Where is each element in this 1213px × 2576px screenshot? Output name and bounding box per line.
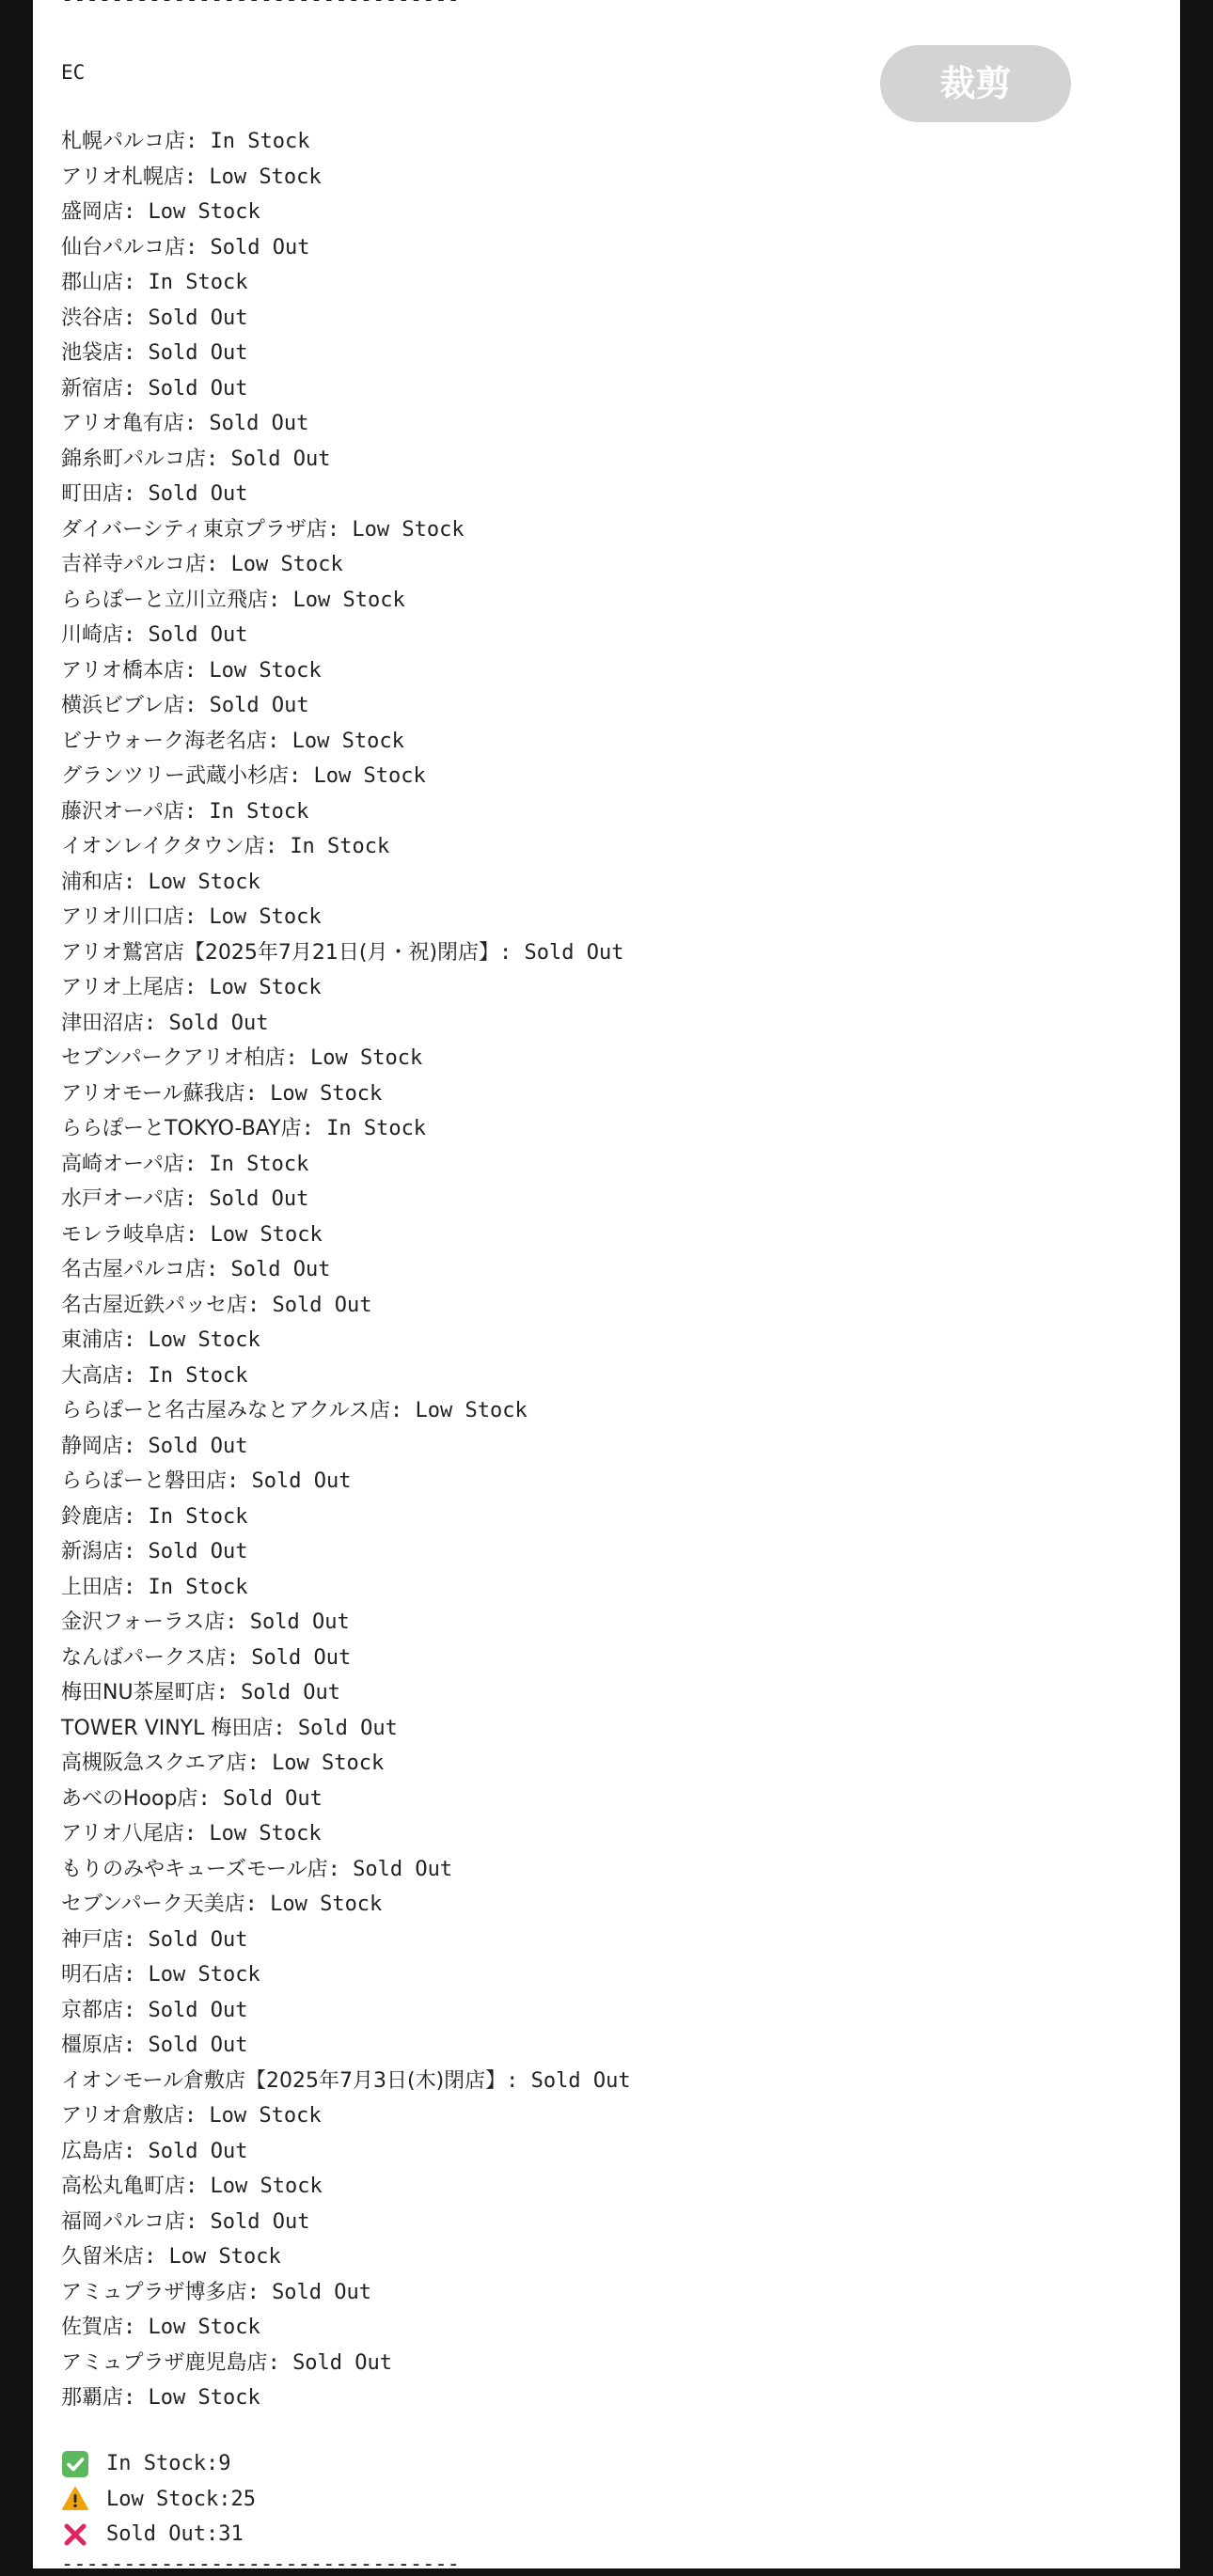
store-name: 川崎店 bbox=[61, 623, 124, 647]
stock-status: Sold Out bbox=[297, 1716, 398, 1740]
store-separator: : bbox=[123, 623, 149, 647]
stock-status: Sold Out bbox=[209, 694, 309, 717]
store-separator: : bbox=[123, 2386, 149, 2410]
stock-status: Low Stock bbox=[148, 2386, 260, 2410]
store-name: 渋谷店 bbox=[61, 306, 124, 330]
stock-status: In Stock bbox=[148, 1363, 248, 1388]
stock-status: Sold Out bbox=[148, 2034, 248, 2057]
store-separator: : bbox=[123, 376, 149, 401]
stock-status: In Stock bbox=[209, 1152, 309, 1176]
store-name: アリオ亀有店 bbox=[61, 412, 184, 435]
stock-status: Sold Out bbox=[148, 1540, 248, 1563]
store-row bbox=[61, 1251, 1152, 1287]
store-separator: : bbox=[267, 2350, 293, 2375]
store-name: 明石店 bbox=[61, 1963, 124, 1987]
summary-separator: : bbox=[205, 2452, 219, 2475]
stock-status: Sold Out bbox=[272, 1293, 372, 1317]
store-separator: : bbox=[184, 694, 210, 717]
store-row bbox=[61, 123, 1152, 159]
store-row bbox=[61, 2027, 1152, 2063]
stock-status: Sold Out bbox=[353, 1857, 453, 1881]
store-row bbox=[61, 1076, 1152, 1111]
stock-status: Low Stock bbox=[209, 165, 322, 189]
store-separator: : bbox=[123, 1434, 149, 1458]
store-row bbox=[61, 899, 1152, 935]
store-separator: : bbox=[246, 2280, 273, 2304]
summary-row bbox=[61, 2446, 719, 2482]
store-separator: : bbox=[244, 1893, 271, 1916]
store-name: 久留米店 bbox=[61, 2245, 145, 2269]
store-row bbox=[61, 723, 1152, 759]
store-name: 郡山店 bbox=[61, 271, 124, 294]
store-separator: : bbox=[123, 2139, 149, 2163]
summary-row bbox=[61, 2517, 719, 2552]
store-row bbox=[61, 1992, 1152, 2028]
store-name: アリオ川口店 bbox=[61, 905, 184, 929]
store-name: 神戸店 bbox=[61, 1927, 124, 1952]
store-name: イオンレイクタウン店 bbox=[61, 835, 265, 858]
store-name: あべのHoop店 bbox=[61, 1786, 198, 1811]
check-mark-icon bbox=[61, 2450, 89, 2478]
store-name: 藤沢オーパ店 bbox=[61, 799, 184, 824]
top-divider bbox=[61, 0, 460, 11]
store-separator: : bbox=[183, 658, 210, 683]
store-name: 吉祥寺パルコ店 bbox=[61, 553, 207, 576]
store-row bbox=[61, 335, 1152, 370]
bottom-divider: -------------------------------- bbox=[61, 2552, 460, 2576]
stock-status: Low Stock bbox=[209, 905, 322, 929]
store-name: 名古屋近鉄パッセ店 bbox=[61, 1293, 248, 1317]
store-separator: : bbox=[227, 1469, 252, 1493]
store-name: TOWER VINYL 梅田店 bbox=[61, 1716, 274, 1740]
summary-separator: : bbox=[205, 2522, 219, 2546]
store-separator: : bbox=[301, 1117, 327, 1140]
stock-status: Sold Out bbox=[241, 1681, 341, 1704]
store-row bbox=[61, 1710, 1152, 1746]
stock-status: In Stock bbox=[209, 799, 309, 824]
stock-status: Low Stock bbox=[270, 1893, 383, 1916]
store-separator: : bbox=[144, 2245, 169, 2269]
message-page bbox=[33, 0, 1180, 2576]
store-row bbox=[61, 2097, 1152, 2133]
stock-status: Low Stock bbox=[313, 764, 426, 788]
store-row bbox=[61, 1745, 1152, 1781]
store-separator: : bbox=[123, 1575, 149, 1599]
store-name: アミュプラザ鹿児島店 bbox=[61, 2350, 268, 2375]
stock-status: In Stock bbox=[326, 1117, 427, 1140]
header-label: EC bbox=[61, 61, 86, 84]
store-row bbox=[61, 687, 1152, 723]
store-row bbox=[61, 935, 1152, 970]
store-row bbox=[61, 793, 1152, 829]
store-row bbox=[61, 2133, 1152, 2169]
stock-status: Sold Out bbox=[148, 2139, 248, 2163]
stock-status: Sold Out bbox=[148, 376, 248, 401]
store-row bbox=[61, 1569, 1152, 1605]
stock-status: Sold Out bbox=[272, 2280, 372, 2304]
stock-status: Low Stock bbox=[168, 2245, 281, 2269]
store-row bbox=[61, 2309, 1152, 2345]
store-name: 町田店 bbox=[61, 482, 124, 506]
stock-status: Low Stock bbox=[210, 1222, 323, 1247]
store-name: 佐賀店 bbox=[61, 2316, 124, 2339]
store-separator: : bbox=[123, 341, 149, 365]
store-row bbox=[61, 2063, 1152, 2098]
store-separator: : bbox=[285, 1046, 310, 1070]
stock-status: Sold Out bbox=[148, 1998, 248, 2022]
store-separator: : bbox=[183, 1152, 210, 1176]
store-name: 新宿店 bbox=[61, 376, 124, 401]
store-row bbox=[61, 828, 1152, 864]
store-name: 高崎オーパ店 bbox=[61, 1152, 184, 1176]
store-separator: : bbox=[273, 1716, 298, 1740]
store-name: アリオモール蘇我店 bbox=[61, 1081, 245, 1106]
stock-status: Low Stock bbox=[148, 870, 260, 894]
store-name: ららぽーとTOKYO-BAY店 bbox=[61, 1117, 302, 1140]
store-row bbox=[61, 1392, 1152, 1428]
store-row bbox=[61, 1922, 1152, 1957]
store-row bbox=[61, 229, 1152, 265]
store-row bbox=[61, 476, 1152, 511]
store-separator: : bbox=[123, 2316, 149, 2339]
store-separator: : bbox=[246, 1751, 273, 1775]
store-row bbox=[61, 1886, 1152, 1922]
store-separator: : bbox=[123, 1540, 149, 1563]
store-name: 錦糸町パルコ店 bbox=[61, 447, 207, 471]
store-name: 水戸オーパ店 bbox=[61, 1187, 184, 1211]
store-row bbox=[61, 582, 1152, 618]
stock-status: Low Stock bbox=[309, 1046, 423, 1070]
store-name: 京都店 bbox=[61, 1998, 124, 2022]
store-separator: : bbox=[123, 306, 149, 330]
stock-status: Low Stock bbox=[209, 2104, 322, 2128]
store-separator: : bbox=[268, 588, 293, 612]
store-name: 高松丸亀町店 bbox=[61, 2175, 186, 2198]
store-name: ビナウォーク海老名店 bbox=[61, 729, 268, 753]
store-separator: : bbox=[183, 1822, 210, 1846]
store-separator: : bbox=[289, 764, 314, 788]
store-name: アリオ八尾店 bbox=[61, 1822, 184, 1846]
store-name: 仙台パルコ店 bbox=[61, 235, 186, 259]
store-name: アミュプラザ博多店 bbox=[61, 2280, 247, 2304]
store-name: 札幌パルコ店 bbox=[61, 130, 186, 153]
summary-label: Sold Out bbox=[106, 2522, 206, 2546]
store-name: アリオ札幌店 bbox=[61, 165, 184, 189]
store-separator: : bbox=[183, 412, 210, 435]
stock-status: Low Stock bbox=[148, 200, 260, 224]
stock-status: Low Stock bbox=[415, 1399, 528, 1422]
store-row bbox=[61, 1674, 1152, 1710]
store-row bbox=[61, 617, 1152, 652]
store-separator: : bbox=[123, 1927, 149, 1952]
stock-status: Sold Out bbox=[251, 1645, 352, 1670]
store-name: もりのみやキューズモール店 bbox=[61, 1857, 328, 1881]
cross-mark-icon bbox=[61, 2521, 89, 2549]
store-row bbox=[61, 1463, 1152, 1499]
store-row bbox=[61, 441, 1152, 477]
store-row bbox=[61, 1287, 1152, 1323]
store-separator: : bbox=[183, 799, 210, 824]
store-name: アリオ倉敷店 bbox=[61, 2104, 184, 2128]
store-separator: : bbox=[123, 870, 149, 894]
store-separator: : bbox=[123, 482, 149, 506]
store-name: 盛岡店 bbox=[61, 200, 124, 224]
store-name: 橿原店 bbox=[61, 2034, 124, 2057]
store-row bbox=[61, 969, 1152, 1005]
store-name: 池袋店 bbox=[61, 341, 124, 365]
store-separator: : bbox=[247, 1293, 273, 1317]
store-stock-list bbox=[61, 123, 1152, 2415]
stock-status: In Stock bbox=[210, 130, 310, 153]
stock-status: Low Stock bbox=[292, 588, 405, 612]
store-separator: : bbox=[215, 1681, 242, 1704]
store-row bbox=[61, 264, 1152, 300]
store-row bbox=[61, 159, 1152, 195]
store-name: 鈴鹿店 bbox=[61, 1504, 124, 1529]
store-separator: : bbox=[183, 905, 210, 929]
store-name: アリオ橋本店 bbox=[61, 658, 184, 683]
store-name: なんばパークス店 bbox=[61, 1645, 227, 1670]
summary-separator: : bbox=[218, 2487, 231, 2511]
store-name: 名古屋パルコ店 bbox=[61, 1258, 207, 1281]
store-separator: : bbox=[390, 1399, 416, 1422]
store-separator: : bbox=[185, 130, 211, 153]
store-separator: : bbox=[206, 553, 231, 576]
store-separator: : bbox=[185, 1222, 211, 1247]
store-name: ららぽーと名古屋みなとアクルス店 bbox=[61, 1399, 391, 1422]
store-row bbox=[61, 1322, 1152, 1358]
summary-label: Low Stock bbox=[106, 2487, 219, 2511]
store-name: 津田沼店 bbox=[61, 1011, 145, 1035]
store-row bbox=[61, 1358, 1152, 1393]
store-separator: : bbox=[267, 729, 292, 753]
store-row bbox=[61, 546, 1152, 582]
stock-status: Low Stock bbox=[209, 658, 322, 683]
store-separator: : bbox=[183, 1187, 210, 1211]
store-name: 静岡店 bbox=[61, 1434, 124, 1458]
store-name: アリオ上尾店 bbox=[61, 976, 184, 999]
stock-status: Low Stock bbox=[148, 2316, 260, 2339]
summary-row bbox=[61, 2482, 719, 2518]
store-separator: : bbox=[326, 517, 353, 542]
stock-status: Sold Out bbox=[209, 1187, 309, 1211]
store-name: 横浜ビブレ店 bbox=[61, 694, 185, 717]
stock-status: Sold Out bbox=[530, 2068, 631, 2093]
store-row bbox=[61, 1217, 1152, 1252]
store-row bbox=[61, 370, 1152, 406]
store-separator: : bbox=[197, 1786, 223, 1811]
store-row bbox=[61, 2274, 1152, 2310]
store-separator: : bbox=[183, 2104, 210, 2128]
store-separator: : bbox=[185, 2175, 211, 2198]
store-row bbox=[61, 1428, 1152, 1464]
stock-status: Sold Out bbox=[209, 412, 309, 435]
stock-status: Low Stock bbox=[209, 1822, 322, 1846]
store-separator: : bbox=[123, 1998, 149, 2022]
store-row bbox=[61, 1499, 1152, 1534]
store-name: 新潟店 bbox=[61, 1540, 124, 1563]
store-row bbox=[61, 2204, 1152, 2239]
summary-count: 25 bbox=[230, 2487, 256, 2511]
store-row bbox=[61, 2168, 1152, 2204]
store-name: 上田店 bbox=[61, 1575, 124, 1599]
stock-status: Sold Out bbox=[230, 447, 331, 471]
store-row bbox=[61, 2380, 1152, 2415]
store-name: 那覇店 bbox=[61, 2386, 124, 2410]
stock-status: Sold Out bbox=[524, 940, 624, 965]
stock-status: Sold Out bbox=[222, 1786, 323, 1811]
store-separator: : bbox=[244, 1081, 271, 1106]
stock-status: Sold Out bbox=[148, 1927, 248, 1952]
store-row bbox=[61, 1640, 1152, 1675]
stock-status: Sold Out bbox=[148, 306, 248, 330]
stock-status: Sold Out bbox=[148, 1434, 248, 1458]
store-name: ダイバーシティ東京プラザ店 bbox=[61, 517, 327, 542]
stock-status: Low Stock bbox=[272, 1751, 385, 1775]
stock-status: Sold Out bbox=[210, 2209, 310, 2234]
store-row bbox=[61, 300, 1152, 336]
stock-status: Low Stock bbox=[209, 976, 322, 999]
store-row bbox=[61, 194, 1152, 229]
stock-status: Low Stock bbox=[148, 1963, 260, 1987]
stock-status: Sold Out bbox=[251, 1469, 352, 1493]
stock-status: Sold Out bbox=[249, 1610, 350, 1634]
store-row bbox=[61, 1781, 1152, 1816]
store-name: セブンパーク天美店 bbox=[61, 1893, 245, 1916]
store-row bbox=[61, 1533, 1152, 1569]
summary-count: 9 bbox=[218, 2452, 231, 2475]
store-separator: : bbox=[185, 235, 211, 259]
store-separator: : bbox=[506, 2068, 531, 2093]
store-row bbox=[61, 1146, 1152, 1182]
stock-status: In Stock bbox=[148, 1504, 248, 1529]
store-name: 金沢フォーラス店 bbox=[61, 1610, 226, 1634]
stock-status: Sold Out bbox=[148, 482, 248, 506]
store-row bbox=[61, 2238, 1152, 2274]
stock-status: Sold Out bbox=[230, 1258, 331, 1281]
store-row bbox=[61, 1604, 1152, 1640]
warning-icon bbox=[61, 2485, 89, 2513]
store-name: モレラ岐阜店 bbox=[61, 1222, 186, 1247]
store-separator: : bbox=[206, 447, 231, 471]
store-separator: : bbox=[264, 835, 291, 858]
store-separator: : bbox=[123, 1963, 149, 1987]
stock-status: Sold Out bbox=[148, 341, 248, 365]
stock-status: Sold Out bbox=[148, 623, 248, 647]
stock-summary bbox=[61, 2446, 719, 2552]
store-row bbox=[61, 864, 1152, 900]
stock-status: In Stock bbox=[148, 1575, 248, 1599]
store-name: 東浦店 bbox=[61, 1328, 124, 1352]
store-row bbox=[61, 1181, 1152, 1217]
store-separator: : bbox=[327, 1857, 354, 1881]
store-separator: : bbox=[123, 1328, 149, 1352]
store-separator: : bbox=[185, 2209, 211, 2234]
store-name: 広島店 bbox=[61, 2139, 124, 2163]
store-name: アリオ鷲宮店【2025年7月21日(月・祝)閉店】 bbox=[61, 940, 500, 965]
store-name: ららぽーと立川立飛店 bbox=[61, 588, 269, 612]
store-row bbox=[61, 1956, 1152, 1992]
stock-status: In Stock bbox=[290, 835, 390, 858]
stock-status: Sold Out bbox=[210, 235, 310, 259]
stock-status: Low Stock bbox=[352, 517, 465, 542]
stock-status: Sold Out bbox=[168, 1011, 269, 1035]
stock-status: Low Stock bbox=[291, 729, 404, 753]
store-separator: : bbox=[206, 1258, 231, 1281]
store-row bbox=[61, 405, 1152, 441]
stock-status: Low Stock bbox=[270, 1081, 383, 1106]
stock-status: In Stock bbox=[148, 271, 248, 294]
stock-status: Sold Out bbox=[292, 2350, 393, 2375]
store-separator: : bbox=[123, 1363, 149, 1388]
store-separator: : bbox=[499, 940, 525, 965]
summary-label: In Stock bbox=[106, 2452, 206, 2475]
store-separator: : bbox=[123, 271, 149, 294]
store-name: 福岡パルコ店 bbox=[61, 2209, 186, 2234]
store-separator: : bbox=[226, 1645, 252, 1670]
store-row bbox=[61, 511, 1152, 547]
store-row bbox=[61, 1851, 1152, 1887]
store-separator: : bbox=[183, 165, 210, 189]
store-name: 高槻阪急スクエア店 bbox=[61, 1751, 247, 1775]
store-name: 浦和店 bbox=[61, 870, 124, 894]
store-separator: : bbox=[123, 2034, 149, 2057]
store-name: 大高店 bbox=[61, 1363, 124, 1388]
store-separator: : bbox=[123, 200, 149, 224]
store-row bbox=[61, 1110, 1152, 1146]
store-name: グランツリー武蔵小杉店 bbox=[61, 764, 290, 788]
store-name: ららぽーと磐田店 bbox=[61, 1469, 228, 1493]
store-separator: : bbox=[144, 1011, 169, 1035]
store-name: イオンモール倉敷店【2025年7月3日(木)閉店】 bbox=[61, 2068, 507, 2093]
crop-button[interactable]: 裁剪 bbox=[880, 45, 1071, 122]
stock-status: Low Stock bbox=[210, 2175, 323, 2198]
store-separator: : bbox=[225, 1610, 250, 1634]
store-row bbox=[61, 758, 1152, 793]
store-row bbox=[61, 652, 1152, 688]
store-row bbox=[61, 1005, 1152, 1041]
summary-count: 31 bbox=[218, 2522, 244, 2546]
store-name: セブンパークアリオ柏店 bbox=[61, 1046, 286, 1070]
stock-status: Low Stock bbox=[148, 1328, 260, 1352]
stock-status: Low Stock bbox=[230, 553, 343, 576]
store-separator: : bbox=[183, 976, 210, 999]
store-row bbox=[61, 1040, 1152, 1076]
store-name: 梅田NU茶屋町店 bbox=[61, 1681, 216, 1704]
store-separator: : bbox=[123, 1504, 149, 1529]
store-row bbox=[61, 1815, 1152, 1851]
store-row bbox=[61, 2345, 1152, 2380]
